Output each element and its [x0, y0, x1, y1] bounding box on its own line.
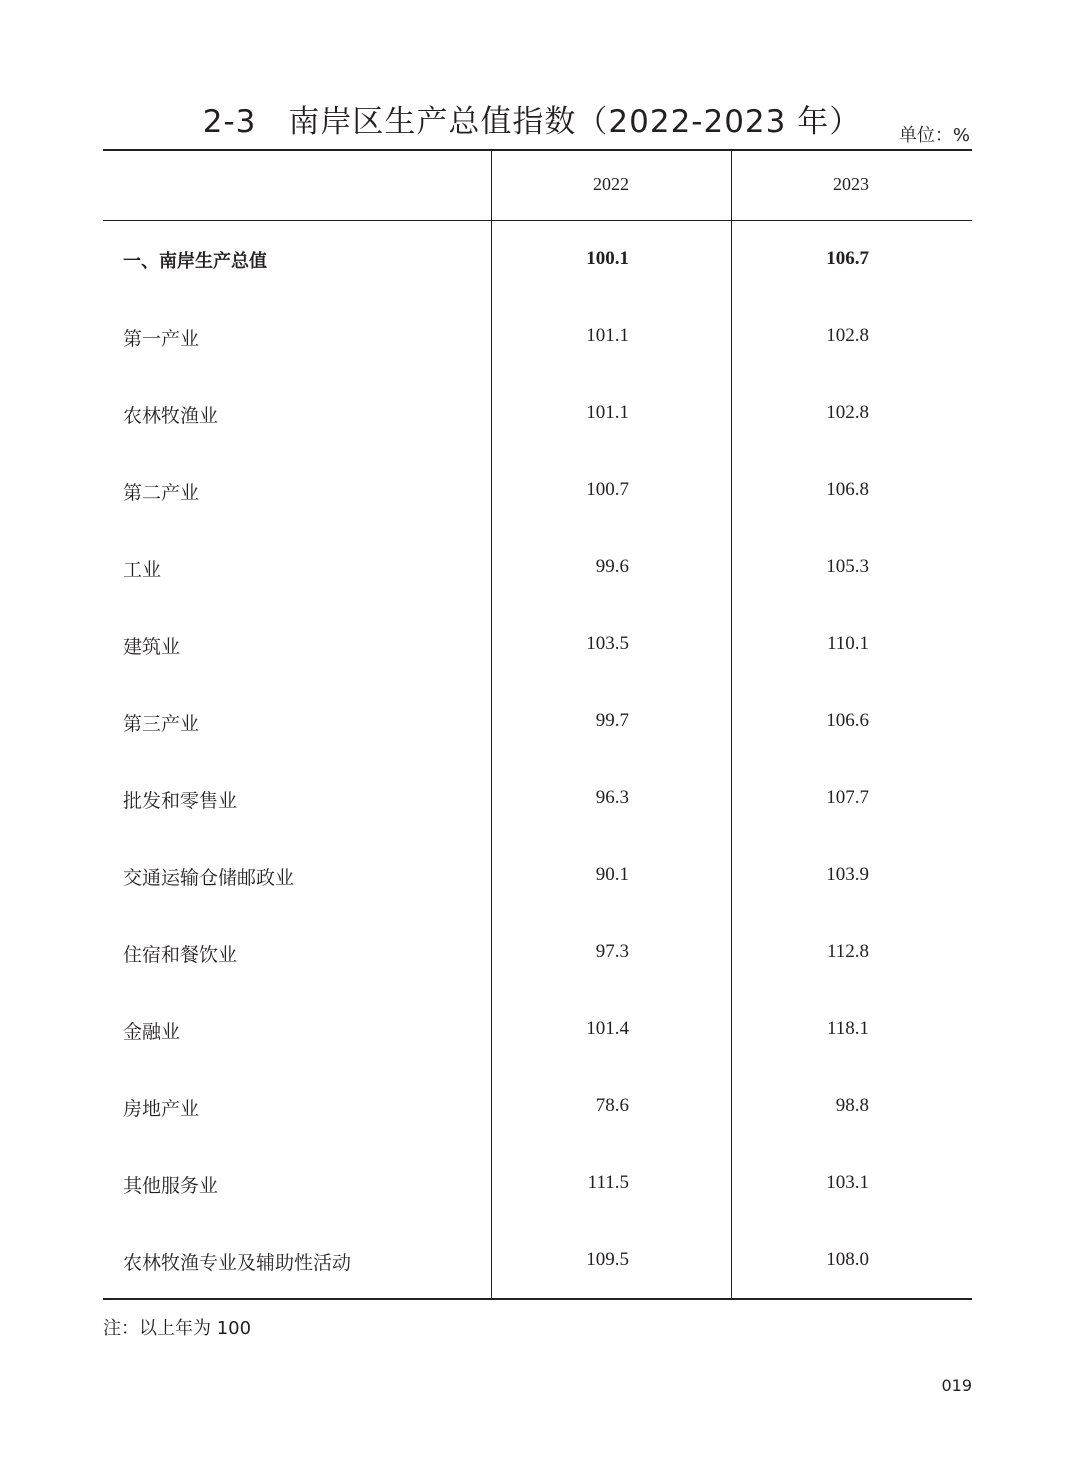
row-label: 房地产业 — [123, 1098, 200, 1120]
value-2023: 106.8 — [826, 479, 869, 500]
table-row — [103, 837, 972, 914]
value-2022: 111.5 — [587, 1172, 629, 1193]
value-2022: 99.7 — [595, 710, 629, 731]
value-2023: 118.1 — [826, 1018, 869, 1039]
table-row — [103, 683, 972, 760]
value-2023: 108.0 — [826, 1249, 869, 1270]
row-label: 批发和零售业 — [123, 790, 238, 812]
table-body — [103, 221, 972, 1299]
row-label: 工业 — [123, 559, 162, 581]
row-label: 交通运输仓储邮政业 — [123, 867, 295, 889]
table-row — [103, 760, 972, 837]
value-2023: 107.7 — [826, 787, 869, 808]
table-row — [103, 298, 972, 375]
page-title: 2-3 南岸区生产总值指数（2022-2023 年） — [202, 104, 862, 140]
value-2022: 99.6 — [595, 556, 629, 577]
table-row — [103, 375, 972, 452]
unit-label: 单位：% — [898, 125, 970, 146]
row-label: 住宿和餐饮业 — [123, 944, 238, 966]
table-row — [103, 1222, 972, 1299]
value-2022: 101.4 — [586, 1018, 629, 1039]
row-label: 第二产业 — [123, 482, 200, 504]
table-row — [103, 529, 972, 606]
table-row — [103, 221, 972, 298]
row-label: 第一产业 — [123, 328, 200, 350]
value-2023: 106.6 — [826, 710, 869, 731]
value-2022: 101.1 — [586, 325, 629, 346]
value-2023: 103.1 — [826, 1172, 869, 1193]
table-row — [103, 1068, 972, 1145]
row-label: 金融业 — [123, 1021, 181, 1043]
value-2022: 90.1 — [595, 864, 629, 885]
column-header-2023: 2023 — [833, 174, 869, 194]
value-2023: 112.8 — [826, 941, 869, 962]
value-2022: 96.3 — [595, 787, 629, 808]
table-row — [103, 914, 972, 991]
value-2023: 105.3 — [826, 556, 869, 577]
value-2022: 109.5 — [586, 1249, 629, 1270]
table-top-rule — [103, 149, 972, 151]
column-header-2022: 2022 — [593, 174, 629, 194]
value-2022: 101.1 — [586, 402, 629, 423]
value-2022: 100.7 — [586, 479, 629, 500]
footnote: 注：以上年为 100 — [103, 1318, 252, 1339]
value-2023: 102.8 — [826, 402, 869, 423]
value-2022: 97.3 — [595, 941, 629, 962]
value-2023: 102.8 — [826, 325, 869, 346]
row-label: 农林牧渔业 — [123, 405, 219, 427]
value-2022: 103.5 — [586, 633, 629, 654]
row-label: 农林牧渔专业及辅助性活动 — [123, 1252, 352, 1274]
table-row — [103, 452, 972, 529]
value-2022: 78.6 — [595, 1095, 629, 1116]
value-2022: 100.1 — [586, 248, 629, 269]
value-2023: 98.8 — [835, 1095, 869, 1116]
row-label: 一、南岸生产总值 — [123, 251, 267, 272]
table-row — [103, 1145, 972, 1222]
value-2023: 110.1 — [826, 633, 869, 654]
page-number: 019 — [941, 1376, 972, 1395]
row-label: 建筑业 — [123, 636, 181, 658]
row-label: 第三产业 — [123, 713, 200, 735]
table-row — [103, 991, 972, 1068]
value-2023: 106.7 — [826, 248, 869, 269]
value-2023: 103.9 — [826, 864, 869, 885]
table-row — [103, 606, 972, 683]
row-label: 其他服务业 — [123, 1175, 219, 1197]
